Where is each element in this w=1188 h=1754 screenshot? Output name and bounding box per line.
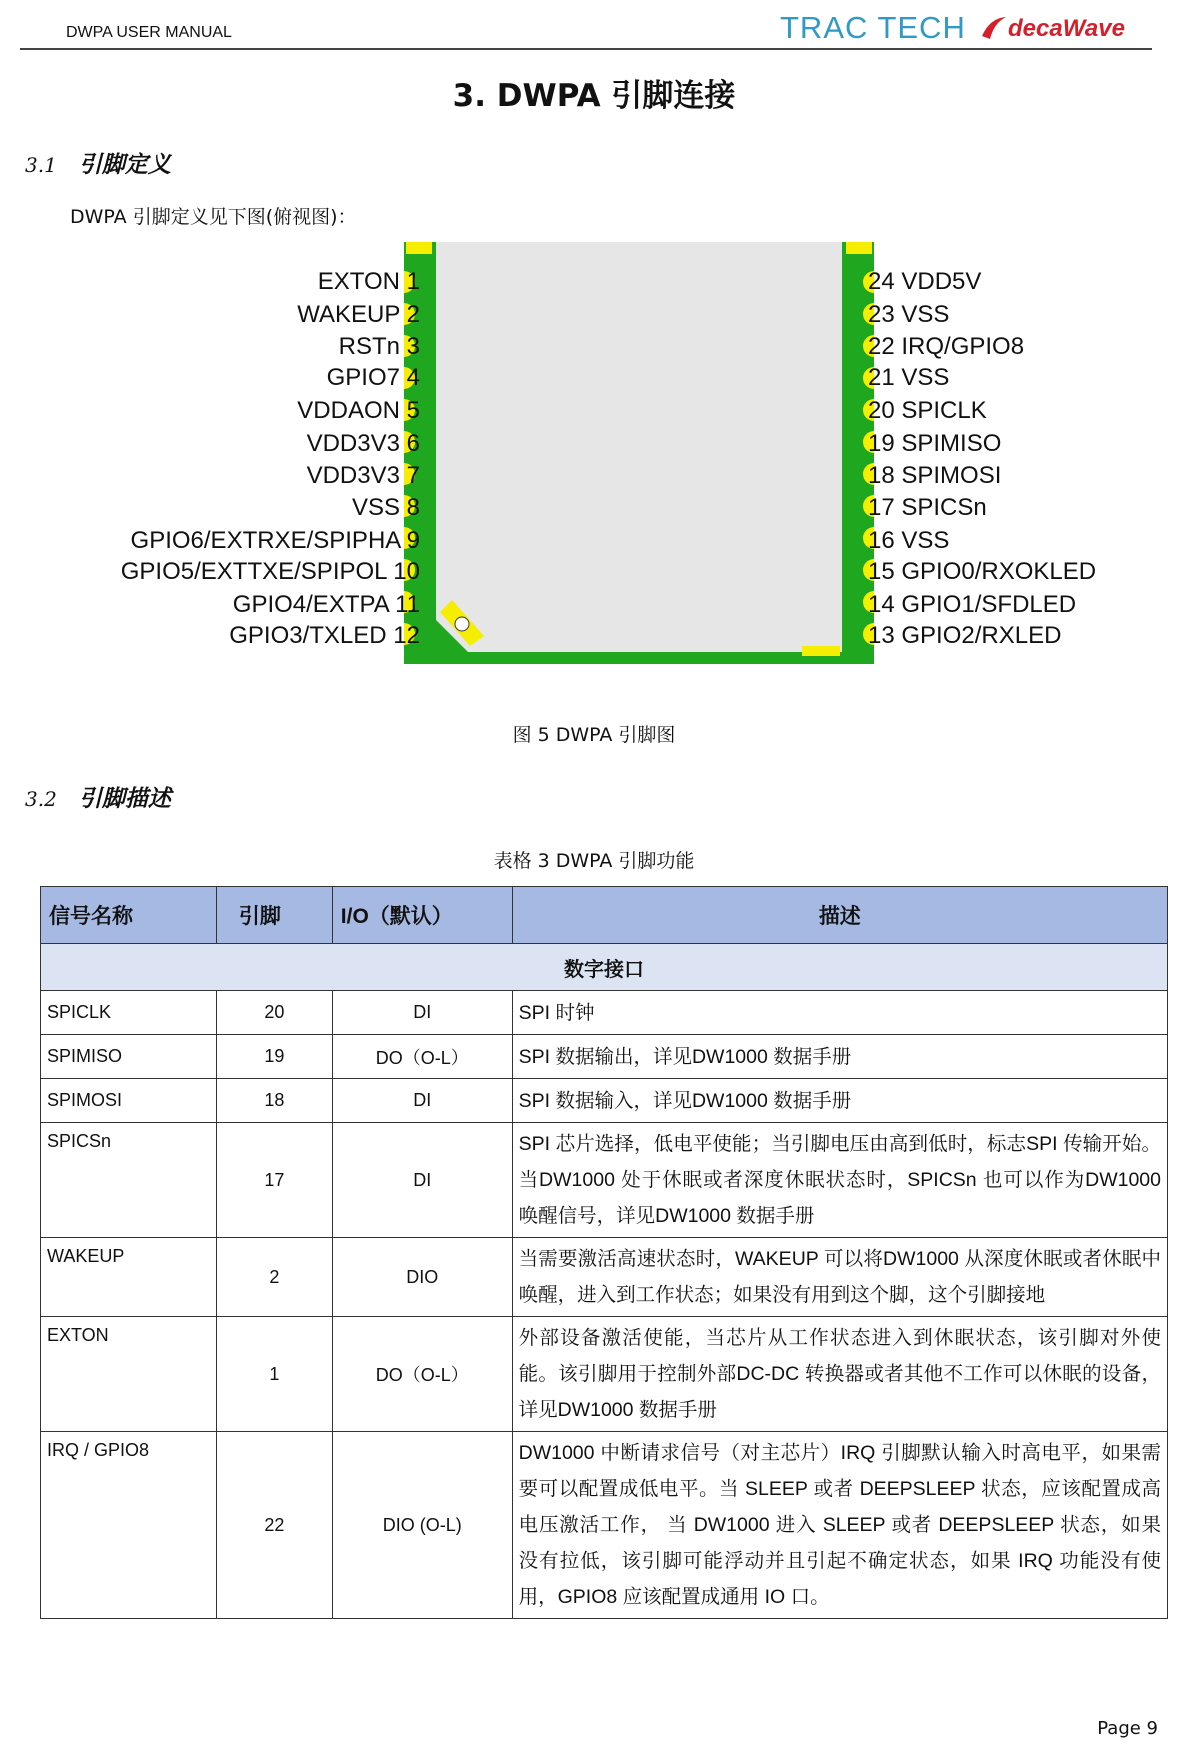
pin-number: 13 bbox=[868, 622, 895, 649]
header-pin: 引脚 bbox=[216, 887, 332, 944]
left-pin-12 bbox=[0, 622, 420, 650]
pin-name: EXTON bbox=[317, 268, 400, 295]
pin-name: VDD3V3 bbox=[306, 430, 400, 457]
description-cell: SPI 数据输入，详见DW1000 数据手册 bbox=[512, 1079, 1167, 1123]
pin-cell: 20 bbox=[216, 991, 332, 1035]
pin-name: GPIO0/RXOKLED bbox=[901, 558, 1097, 585]
module-shield bbox=[436, 242, 842, 652]
pin-cell: 2 bbox=[216, 1238, 332, 1317]
left-pin-11 bbox=[0, 591, 420, 619]
decawave-swoosh-icon bbox=[980, 14, 1008, 42]
top-left-pad bbox=[406, 242, 432, 254]
io-cell: DIO bbox=[332, 1238, 512, 1317]
pin-name: VDDAON bbox=[297, 397, 400, 424]
pin-name: GPIO5/EXTTXE/SPIPOL bbox=[120, 558, 387, 585]
header-description: 描述 bbox=[512, 887, 1167, 944]
pin-number: 19 bbox=[868, 430, 895, 457]
header-io-default: I/O（默认） bbox=[332, 887, 512, 944]
pin-cell: 18 bbox=[216, 1079, 332, 1123]
left-pin-3 bbox=[0, 333, 420, 361]
pin-name: SPIMISO bbox=[901, 430, 1002, 457]
pin-number: 15 bbox=[868, 558, 895, 585]
left-pin-6 bbox=[0, 430, 420, 458]
top-right-pad bbox=[846, 242, 872, 254]
header-doc-title: DWPA USER MANUAL bbox=[66, 24, 232, 41]
pin-number: 6 bbox=[406, 430, 420, 457]
pin-name: GPIO7 bbox=[326, 364, 400, 391]
pin-name: VSS bbox=[901, 527, 950, 554]
pin-name: GPIO6/EXTRXE/SPIPHA bbox=[130, 527, 400, 554]
table-caption: 表格 3 DWPA 引脚功能 bbox=[493, 850, 695, 872]
description-cell: SPI 时钟 bbox=[512, 991, 1167, 1035]
tractech-logo: TRAC TECH bbox=[780, 10, 966, 45]
io-cell: DO（O-L） bbox=[332, 1317, 512, 1432]
pin-number: 21 bbox=[868, 364, 895, 391]
right-pin-24 bbox=[868, 268, 981, 296]
pin-name: VSS bbox=[351, 494, 400, 521]
section-heading-pin-description bbox=[25, 780, 171, 813]
page-number: Page 9 bbox=[1097, 1718, 1158, 1739]
pin-number: 14 bbox=[868, 591, 895, 618]
pin-cell: 17 bbox=[216, 1123, 332, 1238]
description-cell: 外部设备激活使能，当芯片从工作状态进入到休眠状态，该引脚对外使能。该引脚用于控制外部DC-DC 转换器或者其他不工作可以休眠的设备，详见DW1000 数据手册 bbox=[512, 1317, 1167, 1432]
left-pin-2 bbox=[0, 301, 420, 329]
left-pin-4 bbox=[0, 364, 420, 392]
signal-cell: SPIMISO bbox=[41, 1035, 217, 1079]
group-row bbox=[41, 944, 1168, 991]
right-pin-15 bbox=[868, 558, 1096, 586]
left-pin-10 bbox=[0, 558, 420, 586]
pin-number: 22 bbox=[868, 333, 895, 360]
right-pin-23 bbox=[868, 301, 949, 329]
table-row bbox=[41, 1317, 1168, 1432]
right-pin-21 bbox=[868, 364, 949, 392]
io-cell: DI bbox=[332, 1123, 512, 1238]
pin-name: IRQ/GPIO8 bbox=[901, 333, 1025, 360]
section-title: 引脚定义 bbox=[78, 152, 171, 178]
table-row bbox=[41, 1035, 1168, 1079]
io-cell: DI bbox=[332, 991, 512, 1035]
io-cell: DO（O-L） bbox=[332, 1035, 512, 1079]
pin-diagram bbox=[0, 234, 1188, 674]
pin-number: 7 bbox=[406, 462, 420, 489]
section-heading-pin-definition bbox=[25, 146, 171, 179]
section-number: 3.1 bbox=[25, 153, 57, 177]
pin-function-table bbox=[40, 886, 1168, 1619]
right-pin-16 bbox=[868, 527, 949, 555]
pin-number: 23 bbox=[868, 301, 895, 328]
pin-name: SPICSn bbox=[901, 494, 987, 521]
table-header-row bbox=[41, 887, 1168, 944]
left-pin-5 bbox=[0, 397, 420, 425]
section-title: 引脚描述 bbox=[78, 786, 171, 812]
pin-name: GPIO4/EXTPA bbox=[232, 591, 389, 618]
pin-name: VDD3V3 bbox=[306, 462, 400, 489]
pin-number: 20 bbox=[868, 397, 895, 424]
table-row bbox=[41, 1123, 1168, 1238]
pin-number: 12 bbox=[393, 622, 420, 649]
signal-cell: SPICLK bbox=[41, 991, 217, 1035]
pin-number: 24 bbox=[868, 268, 895, 295]
pin-cell: 1 bbox=[216, 1317, 332, 1432]
pin-name: SPICLK bbox=[901, 397, 987, 424]
left-pin-1 bbox=[0, 268, 420, 296]
signal-cell: IRQ / GPIO8 bbox=[41, 1432, 217, 1619]
pin-number: 10 bbox=[393, 558, 420, 585]
right-pin-17 bbox=[868, 494, 987, 522]
figure-caption: 图 5 DWPA 引脚图 bbox=[512, 724, 676, 746]
pin-name: VDD5V bbox=[901, 268, 982, 295]
pin-name: GPIO2/RXLED bbox=[901, 622, 1062, 649]
io-cell: DI bbox=[332, 1079, 512, 1123]
pin-cell: 19 bbox=[216, 1035, 332, 1079]
description-cell: DW1000 中断请求信号（对主芯片）IRQ 引脚默认输入时高电平，如果需要可以配置成低电平。当 SLEEP 或者 DEEPSLEEP 状态，应该配置成高电压激活工作， 当 DW1000 进入 SLEEP 或者 DEEPSLEEP 状态，如果没有拉低，该引脚可能浮动并且引起不确定状态，如果 IRQ 功能没有使用，GPIO8 应该配置成通用 IO 口。 bbox=[512, 1432, 1167, 1619]
pin-number: 9 bbox=[406, 527, 420, 554]
pin-name: VSS bbox=[901, 301, 950, 328]
intro-paragraph: DWPA 引脚定义见下图(俯视图)： bbox=[70, 206, 357, 228]
pin-number: 8 bbox=[406, 494, 420, 521]
pin-number: 3 bbox=[406, 333, 420, 360]
header-signal-name: 信号名称 bbox=[41, 887, 217, 944]
pin-number: 1 bbox=[406, 268, 420, 295]
pin-number: 17 bbox=[868, 494, 895, 521]
pin-name: GPIO1/SFDLED bbox=[901, 591, 1077, 618]
signal-cell: SPICSn bbox=[41, 1123, 217, 1238]
right-pin-19 bbox=[868, 430, 1001, 458]
description-cell: SPI 芯片选择，低电平使能；当引脚电压由高到低时，标志SPI 传输开始。当DW1000 处于休眠或者深度休眠状态时，SPICSn 也可以作为DW1000 唤醒信号，详见DW1000 数据手册 bbox=[512, 1123, 1167, 1238]
header-rule bbox=[20, 48, 1152, 50]
pin-cell: 22 bbox=[216, 1432, 332, 1619]
left-pin-8 bbox=[0, 494, 420, 522]
table-row bbox=[41, 1432, 1168, 1619]
pin-name: VSS bbox=[901, 364, 950, 391]
section-number: 3.2 bbox=[25, 787, 57, 811]
io-cell: DIO (O-L) bbox=[332, 1432, 512, 1619]
signal-cell: WAKEUP bbox=[41, 1238, 217, 1317]
pin-number: 16 bbox=[868, 527, 895, 554]
description-cell: SPI 数据输出，详见DW1000 数据手册 bbox=[512, 1035, 1167, 1079]
left-pin-7 bbox=[0, 462, 420, 490]
pin-name: SPIMOSI bbox=[901, 462, 1002, 489]
chapter-title: 3. DWPA 引脚连接 bbox=[452, 78, 736, 114]
signal-cell: EXTON bbox=[41, 1317, 217, 1432]
table-row bbox=[41, 1238, 1168, 1317]
right-pin-18 bbox=[868, 462, 1001, 490]
decawave-logo: decaWave bbox=[1008, 15, 1125, 42]
pin-number: 18 bbox=[868, 462, 895, 489]
bottom-right-pad bbox=[802, 646, 840, 656]
right-pin-13 bbox=[868, 622, 1061, 650]
signal-cell: SPIMOSI bbox=[41, 1079, 217, 1123]
right-pin-14 bbox=[868, 591, 1076, 619]
right-pin-20 bbox=[868, 397, 987, 425]
group-label: 数字接口 bbox=[41, 944, 1168, 991]
description-cell: 当需要激活高速状态时，WAKEUP 可以将DW1000 从深度休眠或者休眠中唤醒，进入到工作状态；如果没有用到这个脚，这个引脚接地 bbox=[512, 1238, 1167, 1317]
pin-number: 4 bbox=[406, 364, 420, 391]
table-row bbox=[41, 1079, 1168, 1123]
pin-number: 2 bbox=[406, 301, 420, 328]
right-pin-22 bbox=[868, 333, 1024, 361]
pin-name: WAKEUP bbox=[297, 301, 400, 328]
pin-number: 5 bbox=[406, 397, 420, 424]
pin-number: 11 bbox=[395, 591, 420, 618]
pin1-dot bbox=[455, 617, 469, 631]
table-row bbox=[41, 991, 1168, 1035]
left-pin-9 bbox=[0, 527, 420, 555]
pin-name: RSTn bbox=[338, 333, 400, 360]
pin-name: GPIO3/TXLED bbox=[229, 622, 387, 649]
